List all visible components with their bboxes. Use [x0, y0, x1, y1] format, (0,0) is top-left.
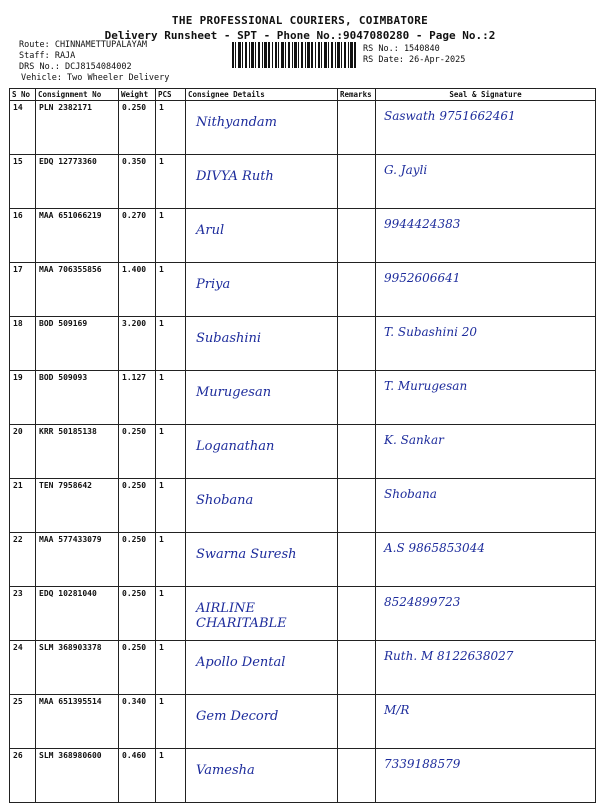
- cell-consignment: BOD 509169: [36, 317, 119, 371]
- table-row: [10, 641, 596, 695]
- cell-sno: 17: [10, 263, 36, 317]
- cell-seal: Shobana: [376, 479, 596, 533]
- cell-weight: 1.400: [119, 263, 156, 317]
- cell-sno: 14: [10, 101, 36, 155]
- cell-consignment: MAA 651395514: [36, 695, 119, 749]
- cell-pcs: 1: [156, 425, 186, 479]
- col-consignment: Consignment No: [36, 89, 119, 101]
- cell-consignee: Shobana: [186, 479, 338, 533]
- cell-sno: 21: [10, 479, 36, 533]
- cell-consignment: TEN 7958642: [36, 479, 119, 533]
- cell-seal: K. Sankar: [376, 425, 596, 479]
- cell-consignment: KRR 50185138: [36, 425, 119, 479]
- cell-consignee: Subashini: [186, 317, 338, 371]
- cell-consignment: EDQ 12773360: [36, 155, 119, 209]
- cell-remarks: [338, 263, 376, 317]
- barcode: [232, 42, 356, 68]
- cell-sno: 19: [10, 371, 36, 425]
- runsheet-title: Delivery Runsheet - SPT - Phone No.:9047080280 - Page No.:2: [104, 29, 496, 42]
- cell-sno: 20: [10, 425, 36, 479]
- rs-no: RS No.: 1540840: [363, 44, 440, 54]
- cell-pcs: 1: [156, 101, 186, 155]
- cell-consignee: Swarna Suresh: [186, 533, 338, 587]
- cell-seal: 7339188579: [376, 749, 596, 803]
- cell-seal: Ruth. M 8122638027: [376, 641, 596, 695]
- cell-weight: 0.250: [119, 479, 156, 533]
- cell-weight: 0.250: [119, 425, 156, 479]
- cell-seal: 9952606641: [376, 263, 596, 317]
- cell-sno: 15: [10, 155, 36, 209]
- cell-sno: 25: [10, 695, 36, 749]
- cell-weight: 0.250: [119, 533, 156, 587]
- cell-sno: 23: [10, 587, 36, 641]
- cell-consignment: MAA 577433079: [36, 533, 119, 587]
- cell-consignment: SLM 368980600: [36, 749, 119, 803]
- cell-weight: 0.350: [119, 155, 156, 209]
- cell-sno: 18: [10, 317, 36, 371]
- cell-consignee: Apollo Dental: [186, 641, 338, 695]
- col-weight: Weight: [119, 89, 156, 101]
- runsheet-table: [9, 88, 596, 803]
- cell-pcs: 1: [156, 209, 186, 263]
- table-row: [10, 263, 596, 317]
- cell-pcs: 1: [156, 749, 186, 803]
- table-row: [10, 371, 596, 425]
- rs-date: RS Date: 26-Apr-2025: [363, 55, 466, 65]
- cell-consignee: Murugesan: [186, 371, 338, 425]
- staff: Staff: RAJA: [19, 51, 76, 61]
- col-consignee: Consignee Details: [186, 89, 338, 101]
- cell-seal: Saswath 9751662461: [376, 101, 596, 155]
- col-pcs: PCS: [156, 89, 186, 101]
- cell-consignment: EDQ 10281040: [36, 587, 119, 641]
- cell-weight: 3.200: [119, 317, 156, 371]
- cell-sno: 24: [10, 641, 36, 695]
- cell-consignee: Gem Decord: [186, 695, 338, 749]
- table-row: [10, 587, 596, 641]
- cell-seal: 9944424383: [376, 209, 596, 263]
- cell-pcs: 1: [156, 641, 186, 695]
- table-row: [10, 533, 596, 587]
- cell-pcs: 1: [156, 533, 186, 587]
- table-row: [10, 695, 596, 749]
- table-row: [10, 155, 596, 209]
- cell-remarks: [338, 749, 376, 803]
- cell-remarks: [338, 155, 376, 209]
- col-seal: Seal & Signature: [376, 89, 596, 101]
- cell-consignment: BOD 509093: [36, 371, 119, 425]
- table-row: [10, 749, 596, 803]
- cell-sno: 22: [10, 533, 36, 587]
- table-header-row: [10, 89, 596, 101]
- cell-remarks: [338, 695, 376, 749]
- cell-seal: T. Subashini 20: [376, 317, 596, 371]
- cell-weight: 1.127: [119, 371, 156, 425]
- drs-no: DRS No.: DCJ8154084002: [19, 62, 132, 72]
- table-row: [10, 101, 596, 155]
- cell-remarks: [338, 641, 376, 695]
- cell-remarks: [338, 479, 376, 533]
- cell-pcs: 1: [156, 263, 186, 317]
- cell-pcs: 1: [156, 371, 186, 425]
- cell-consignee: Vamesha: [186, 749, 338, 803]
- cell-remarks: [338, 371, 376, 425]
- cell-remarks: [338, 209, 376, 263]
- cell-consignment: PLN 2382171: [36, 101, 119, 155]
- table-row: [10, 209, 596, 263]
- company-title: THE PROFESSIONAL COURIERS, COIMBATORE: [171, 14, 429, 27]
- cell-weight: 0.250: [119, 641, 156, 695]
- cell-remarks: [338, 317, 376, 371]
- cell-pcs: 1: [156, 695, 186, 749]
- cell-pcs: 1: [156, 317, 186, 371]
- cell-pcs: 1: [156, 479, 186, 533]
- cell-seal: T. Murugesan: [376, 371, 596, 425]
- vehicle: Vehicle: Two Wheeler Delivery: [21, 73, 170, 83]
- cell-pcs: 1: [156, 155, 186, 209]
- cell-seal: A.S 9865853044: [376, 533, 596, 587]
- cell-pcs: 1: [156, 587, 186, 641]
- cell-weight: 0.460: [119, 749, 156, 803]
- table-row: [10, 425, 596, 479]
- cell-consignment: SLM 368903378: [36, 641, 119, 695]
- meta-right: [363, 44, 465, 66]
- cell-weight: 0.270: [119, 209, 156, 263]
- cell-weight: 0.250: [119, 587, 156, 641]
- cell-consignee: Loganathan: [186, 425, 338, 479]
- cell-sno: 26: [10, 749, 36, 803]
- col-sno: S No: [10, 89, 36, 101]
- table-body: [10, 101, 596, 803]
- cell-consignment: MAA 651066219: [36, 209, 119, 263]
- cell-sno: 16: [10, 209, 36, 263]
- cell-seal: M/R: [376, 695, 596, 749]
- cell-remarks: [338, 425, 376, 479]
- table-row: [10, 317, 596, 371]
- cell-remarks: [338, 533, 376, 587]
- cell-weight: 0.340: [119, 695, 156, 749]
- cell-remarks: [338, 587, 376, 641]
- cell-consignee: Nithyandam: [186, 101, 338, 155]
- cell-consignee: AIRLINE CHARITABLE: [186, 587, 338, 641]
- table-row: [10, 479, 596, 533]
- cell-seal: G. Jayli: [376, 155, 596, 209]
- cell-weight: 0.250: [119, 101, 156, 155]
- col-remarks: Remarks: [338, 89, 376, 101]
- cell-consignment: MAA 706355856: [36, 263, 119, 317]
- cell-consignee: Priya: [186, 263, 338, 317]
- cell-remarks: [338, 101, 376, 155]
- route: Route: CHINNAMETTUPALAYAM: [19, 40, 147, 50]
- cell-consignee: Arul: [186, 209, 338, 263]
- meta-left: [19, 40, 169, 84]
- cell-seal: 8524899723: [376, 587, 596, 641]
- cell-consignee: DIVYA Ruth: [186, 155, 338, 209]
